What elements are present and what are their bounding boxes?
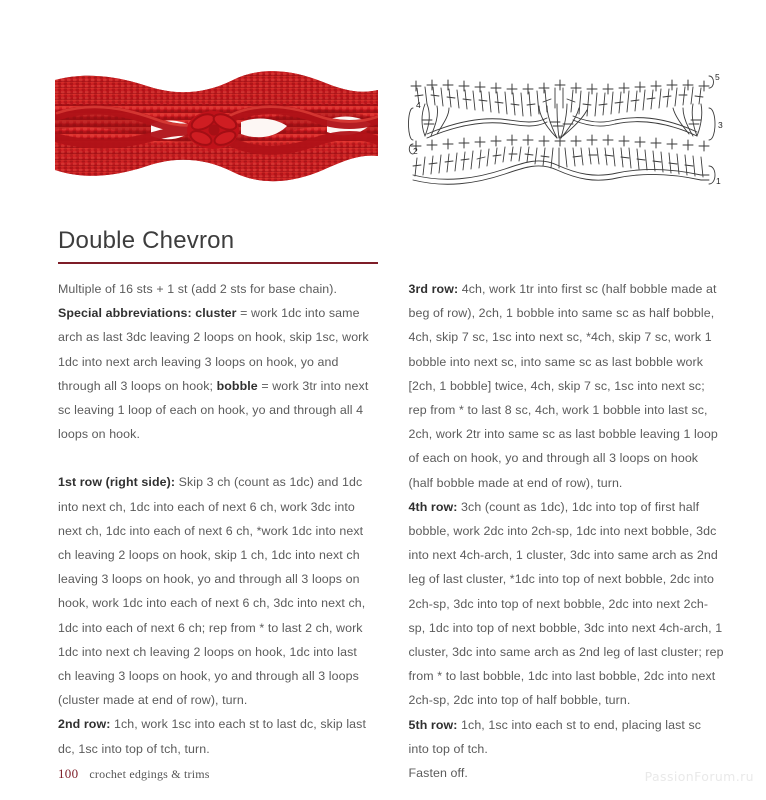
site-watermark: PassionForum.ru [644, 769, 754, 784]
chart-row-label-2: 2 [413, 146, 418, 156]
row-1-label: 1st row (right side): [58, 475, 176, 490]
stitch-chart-graphic [405, 62, 727, 192]
row-5-paragraph [409, 713, 725, 761]
folio-page-number: 100 [58, 766, 79, 781]
chart-row-label-3: 3 [718, 120, 723, 130]
row-3-text: 4ch, work 1tr into first sc (half bobble made at beg of row), 2ch, 1 bobble into same sc as half bobble, 4ch, skip 7 sc, 1sc into next sc, *4ch, skip 7 sc, work 1 bobble into next sc, into same sc as last bobble work [2ch, 1 bobble] twice, 4ch, skip 7 sc, 1sc into next sc; rep from * to last 8 sc, 4ch, work 1 bobble into last sc, 2ch, work 2tr into same sc as last bobble leaving 1 loop of each on hook, yo and through all 3 loops on hook (half bobble made at end of row), turn. [408, 282, 718, 490]
chart-row-label-1: 1 [716, 176, 721, 186]
row-4-paragraph [409, 495, 725, 713]
row-2-paragraph [58, 712, 374, 760]
row-1-paragraph [58, 470, 374, 712]
body-columns [58, 277, 724, 785]
row-5-label: 5th row: [408, 717, 458, 732]
row-4-label: 4th row: [408, 499, 458, 514]
row-2-label: 2nd row: [58, 717, 111, 732]
title-block [58, 226, 380, 264]
left-column [58, 277, 374, 785]
abbrev-label: Special abbreviations: cluster [58, 306, 237, 321]
page-title: Double Chevron [58, 227, 235, 254]
row-4-text: 3ch (count as 1dc), 1dc into top of first half bobble, work 2dc into 2ch-sp, 1dc into next bobble, 3dc into next 4ch-arch, 1 cluster, 3dc into same arch as 2nd leg of last cluster, *1dc into top of next bobble, 2dc into 2ch-sp, 3dc into top of next bobble, 2dc into next 2ch-sp, 1dc into top of next bobble, 3dc into next 4ch-arch, 1 cluster, 3dc into same arch as 2nd leg of last cluster; rep from * to last bobble, 1dc into last bobble, 2dc into next 2ch-sp, 2dc into top of half bobble, turn. [408, 499, 724, 708]
page-footer [58, 766, 210, 782]
abbrev-body-1: = work 1dc into same arch as last 3dc leaving 2 loops on hook, skip 1sc, work 1dc into next arch leaving 3 loops on hook, yo and through all 3 loops on hook; [58, 306, 369, 393]
row-3-label: 3rd row: [408, 282, 459, 296]
chart-row-label-5: 5 [715, 72, 720, 82]
multiple-text: Multiple of 16 sts + 1 st (add 2 sts for base chain). [58, 282, 338, 296]
multiple-line [58, 277, 374, 301]
row-1-text: Skip 3 ch (count as 1dc) and 1dc into next ch, 1dc into each of next 6 ch, work 3dc into next ch, 1dc into each of next 6 ch, *work 1dc into next ch leaving 2 loops on hook, skip 1 ch, 1dc into next ch leaving 3 loops on hook, yo and through all 3 loops on hook, work 1dc into each of next 6 ch, 3dc into next ch, 1dc into each of next 6 ch; rep from * to last 2 ch, work 1dc into next ch leaving 2 loops on hook, 1dc into last ch leaving 3 loops on hook, yo and through all 3 loops (cluster made at end of row), turn. [58, 475, 366, 708]
row-3-paragraph [409, 277, 725, 495]
row-5-text: 1ch, 1sc into each st to end, placing last sc into top of tch. [408, 717, 702, 756]
right-column [409, 277, 725, 785]
swatch-photo-graphic [55, 64, 378, 188]
abbrev-body-2: = work 3tr into next sc leaving 1 loop of each on hook, yo and through all 4 loops on hook. [58, 378, 369, 442]
running-book-title: crochet edgings & trims [89, 767, 210, 781]
fasten-off-text: Fasten off. [408, 766, 468, 781]
row-2-text: 1ch, work 1sc into each st to last dc, skip last dc, 1sc into top of tch, turn. [58, 717, 367, 756]
title-rule [58, 262, 378, 264]
special-abbreviations [58, 301, 374, 446]
chart-row-label-4: 4 [416, 100, 421, 110]
crochet-stitch-chart [405, 62, 727, 192]
bobble-label: bobble [216, 378, 258, 393]
red-crochet-swatch-photo [55, 64, 378, 188]
media-row [55, 62, 727, 192]
